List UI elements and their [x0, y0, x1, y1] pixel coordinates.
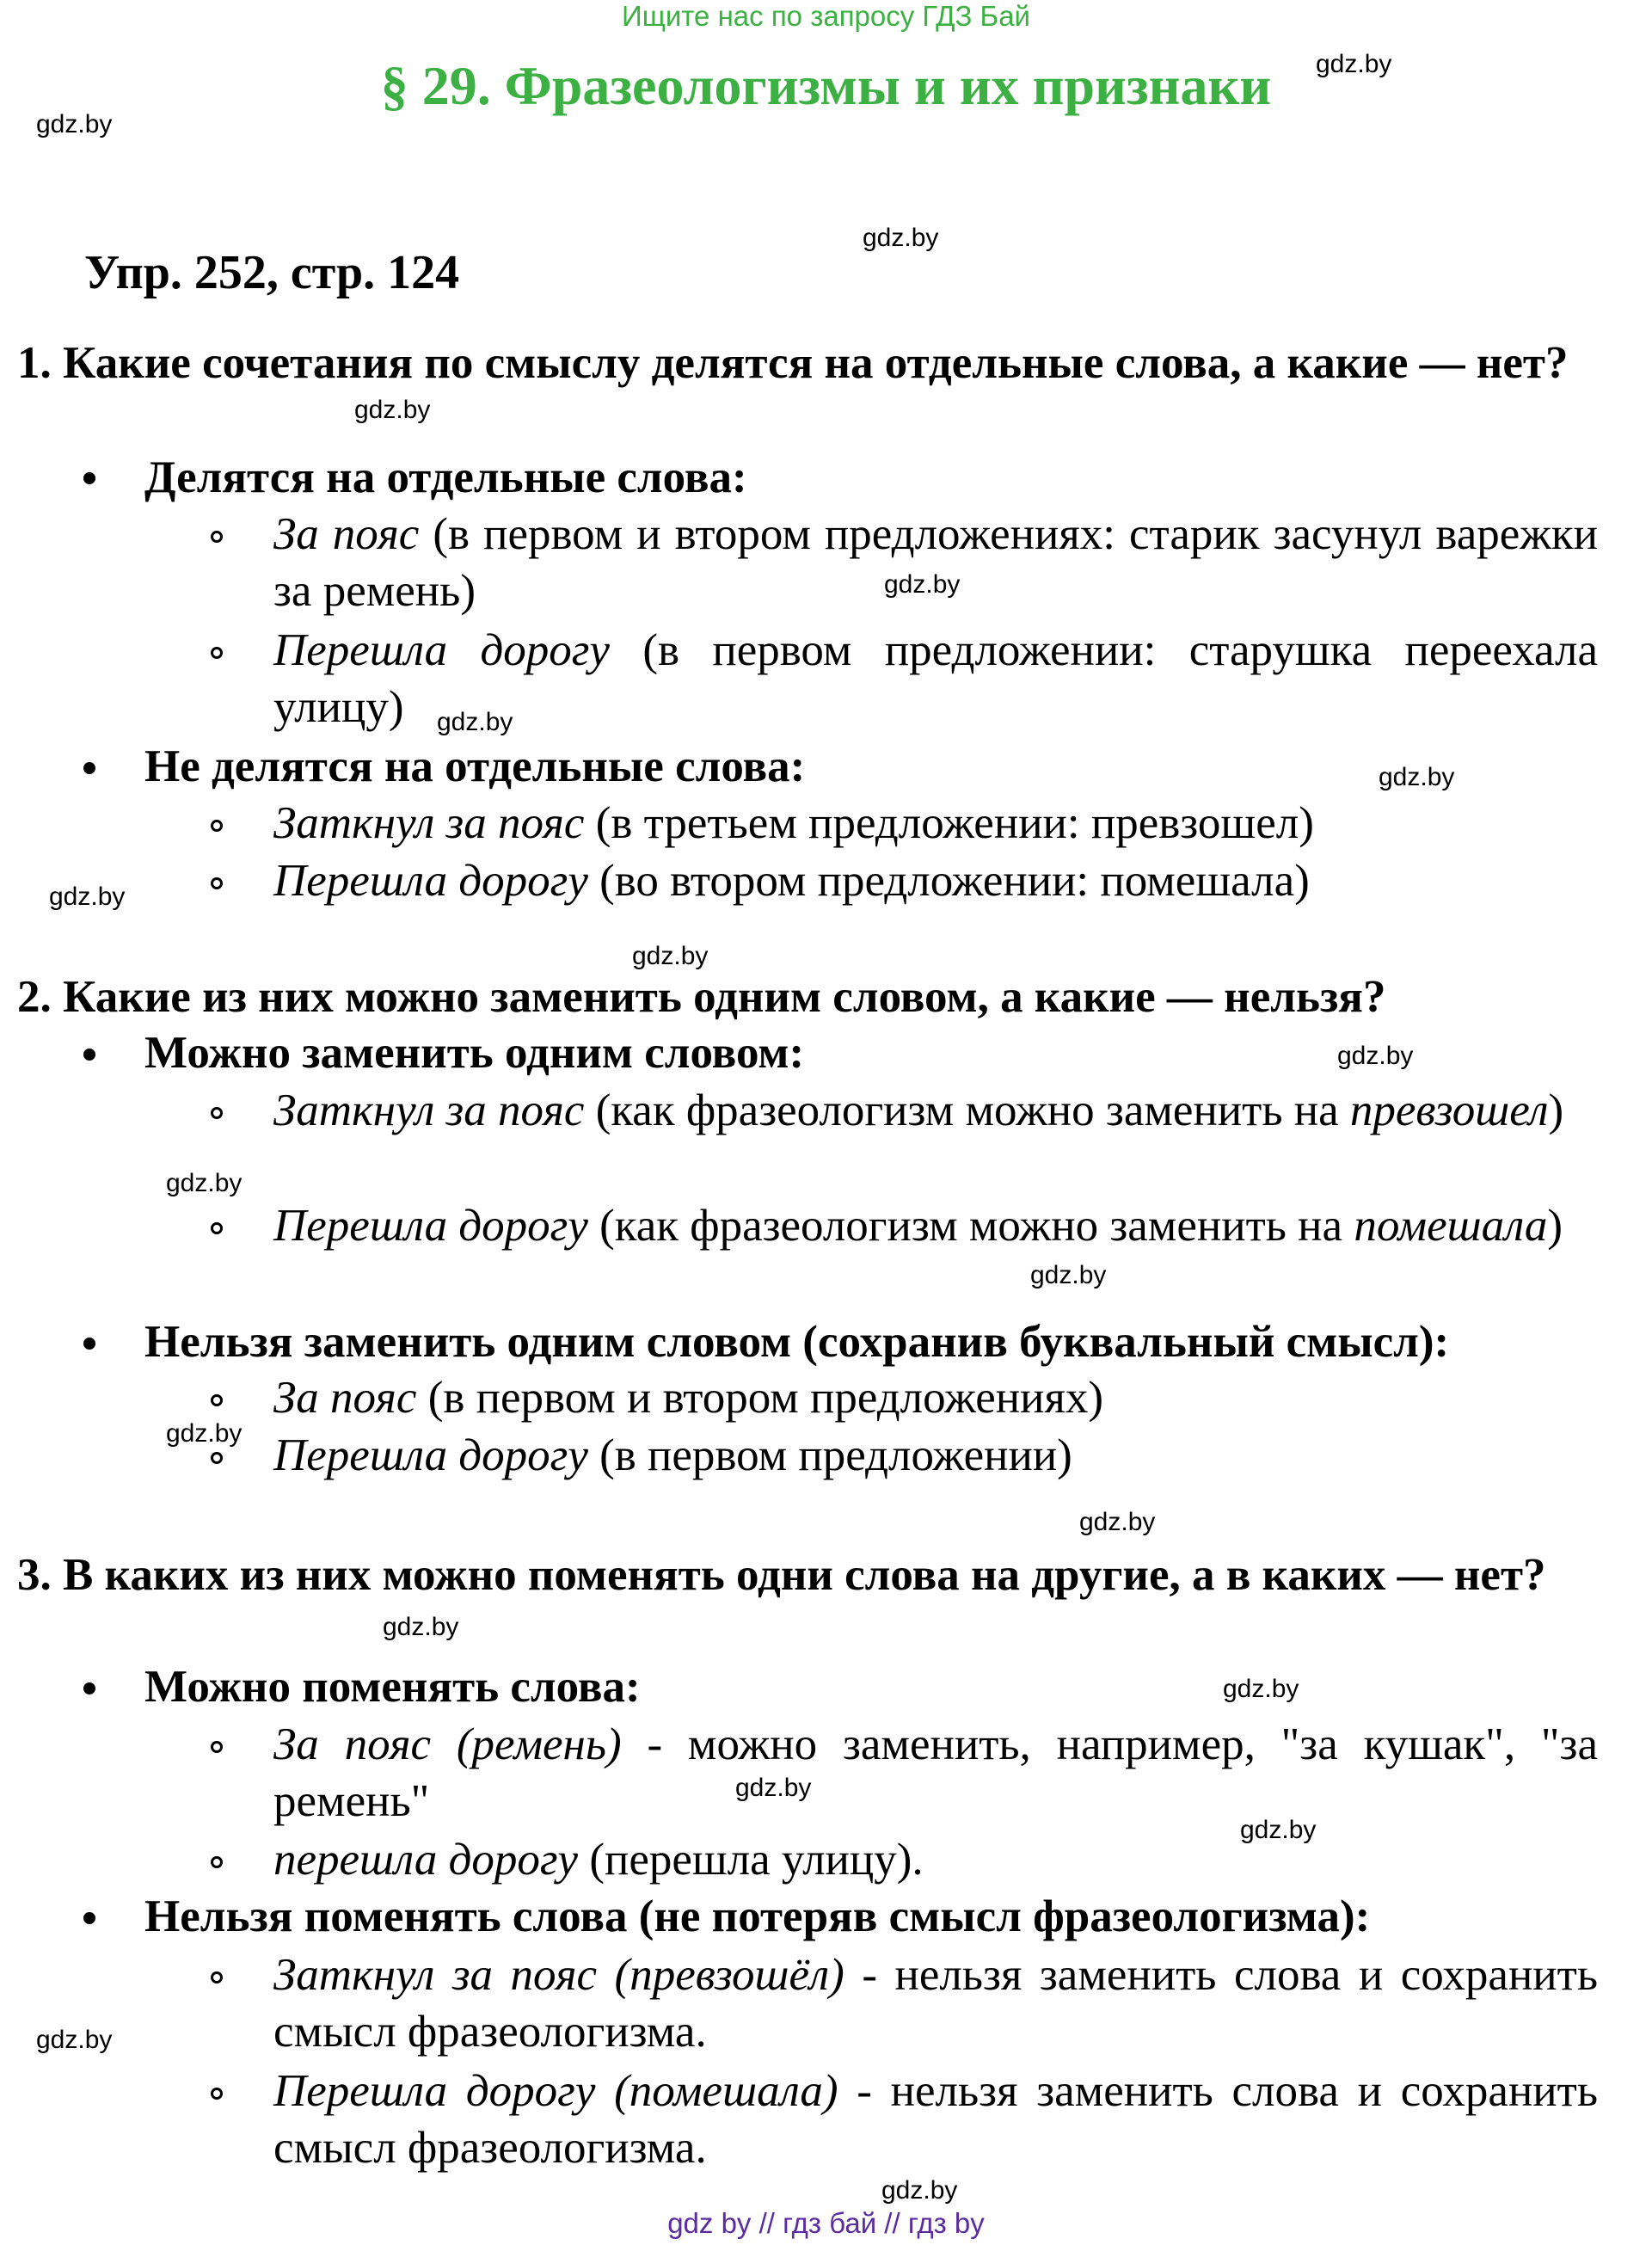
question-1: 1. Какие сочетания по смыслу делятся на отдельные слова, а какие — нет?: [17, 338, 1569, 388]
watermark: gdz.by: [166, 1169, 243, 1197]
watermark: gdz.by: [1079, 1508, 1156, 1536]
q3-b2-item-1: Заткнул за пояс (превзошёл) - нельзя заменить слова и сохранить смысл фразеологизма.: [273, 1950, 1598, 2057]
bullet-icon: [83, 472, 95, 484]
q3-bullet-1: Можно поменять слова:: [144, 1662, 641, 1712]
watermark: gdz.by: [1030, 1261, 1107, 1289]
watermark: gdz.by: [36, 2026, 113, 2054]
q2-b2-item-1: За пояс (в первом и втором предложениях): [273, 1373, 1103, 1423]
circle-bullet-icon: [211, 531, 223, 543]
watermark: gdz.by: [735, 1774, 812, 1802]
circle-bullet-icon: [211, 877, 223, 889]
circle-bullet-icon: [211, 1971, 223, 1983]
q2-b1-item-2: Перешла дорогу (как фразеологизм можно заменить на помешала): [273, 1201, 1563, 1251]
question-2: 2. Какие из них можно заменить одним словом, а какие — нельзя?: [17, 972, 1386, 1022]
bullet-icon: [83, 1049, 95, 1061]
circle-bullet-icon: [211, 1452, 223, 1464]
watermark: gdz.by: [36, 110, 113, 138]
circle-bullet-icon: [211, 647, 223, 659]
watermark: gdz.by: [166, 1419, 243, 1448]
q1-b2-item-2: Перешла дорогу (во втором предложении: помешала): [273, 856, 1310, 906]
watermark: gdz.by: [1379, 763, 1455, 791]
question-3: 3. В каких из них можно поменять одни слова на другие, а в каких — нет?: [17, 1550, 1546, 1600]
top-note: Ищите нас по запросу ГДЗ Бай: [622, 0, 1030, 32]
footer-links[interactable]: gdz by // гдз бай // гдз by: [667, 2207, 985, 2239]
q3-b1-item-2: перешла дорогу (перешла улицу).: [273, 1835, 924, 1885]
q3-b2-item-2: Перешла дорогу (помешала) - нельзя заменить слова и сохранить смысл фразеологизма.: [273, 2066, 1599, 2173]
q1-b2-item-1: Заткнул за пояс (в третьем предложении: превзошел): [273, 798, 1314, 848]
circle-bullet-icon: [211, 1394, 223, 1406]
watermark: gdz.by: [881, 2176, 958, 2205]
bullet-icon: [83, 762, 95, 774]
watermark: gdz.by: [1337, 1042, 1414, 1070]
watermark: gdz.by: [884, 570, 961, 599]
watermark: gdz.by: [354, 396, 431, 424]
watermark: gdz.by: [383, 1613, 459, 1641]
watermark: gdz.by: [863, 224, 939, 252]
q1-b1-item-2: Перешла дорогу (в первом предложении: старушка переехала улицу): [273, 625, 1598, 732]
q2-bullet-1: Можно заменить одним словом:: [144, 1028, 805, 1078]
q1-b1-item-1: За пояс (в первом и втором предложениях: старик засунул варежки за ремень): [273, 509, 1599, 616]
q2-bullet-2: Нельзя заменить одним словом (сохранив буквальный смысл):: [144, 1317, 1450, 1367]
circle-bullet-icon: [211, 2088, 223, 2100]
circle-bullet-icon: [211, 1856, 223, 1868]
watermark: gdz.by: [49, 883, 126, 911]
page-title: § 29. Фразеологизмы и их признаки: [380, 55, 1272, 116]
q1-bullet-2: Не делятся на отдельные слова:: [144, 741, 806, 791]
bullet-icon: [83, 1682, 95, 1694]
q2-b1-item-1: Заткнул за пояс (как фразеологизм можно заменить на превзошел): [273, 1086, 1564, 1135]
circle-bullet-icon: [211, 1741, 223, 1753]
exercise-number: Упр. 252, стр. 124: [84, 246, 460, 299]
q2-b2-item-2: Перешла дорогу (в первом предложении): [273, 1430, 1072, 1480]
watermark: gdz.by: [632, 942, 709, 970]
watermark: gdz.by: [1316, 50, 1392, 78]
circle-bullet-icon: [211, 1222, 223, 1234]
watermark: gdz.by: [1223, 1675, 1299, 1703]
circle-bullet-icon: [211, 1107, 223, 1119]
circle-bullet-icon: [211, 820, 223, 832]
q3-bullet-2: Нельзя поменять слова (не потеряв смысл фразеологизма):: [144, 1891, 1371, 1941]
bullet-icon: [83, 1338, 95, 1350]
q3-b1-item-1: За пояс (ремень) - можно заменить, например, "за кушак", "за ремень": [273, 1719, 1598, 1826]
q1-bullet-1: Делятся на отдельные слова:: [144, 452, 747, 502]
watermark: gdz.by: [1240, 1816, 1317, 1844]
bullet-icon: [83, 1912, 95, 1924]
watermark: gdz.by: [437, 708, 513, 736]
